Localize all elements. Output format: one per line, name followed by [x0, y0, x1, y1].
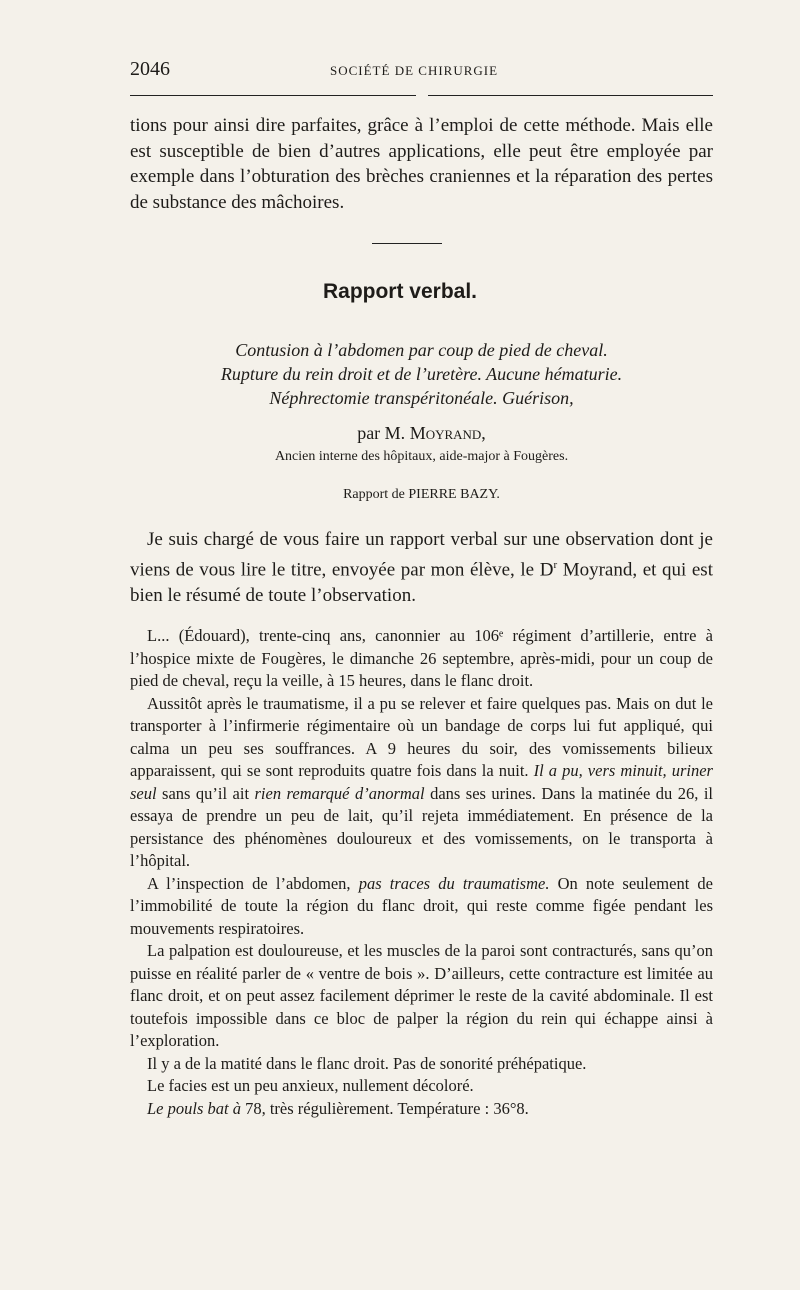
p2-text-a: Aussitôt après le traumatisme, il a pu se relever et faire quelques pas. Mais on dut le transporter à l’infirmerie régimentaire où un bandage de corps lui fut appliqué, qui calma un peu ses souffrances. A 9 heures du soir, des vomissements bilieux apparaissent, qui se sont reproduits quatre fois dans la nuit.	[130, 693, 713, 780]
p2-italic-2: rien remarqué d’anormal	[254, 783, 425, 803]
p7-text: 78, très régulièrement. Température : 36°8.	[240, 1098, 529, 1118]
header-rule-right	[428, 95, 713, 96]
intro-block	[130, 527, 713, 608]
intro-text-a: Je suis chargé de vous faire un rapport verbal sur une observation dont je viens de vous lire le titre, envoyée par mon élève, le D	[130, 529, 713, 581]
reporter-line: Rapport de PIERRE BAZY.	[343, 487, 500, 502]
section-title: Rapport verbal.	[322, 280, 478, 303]
subtitle-line-1: Contusion à l’abdomen par coup de pied de cheval.	[235, 340, 608, 360]
p3-italic: pas traces du traumatisme.	[358, 873, 550, 893]
section-divider	[372, 243, 442, 244]
observation-p2	[130, 693, 713, 873]
author-name: Moyrand,	[409, 423, 486, 443]
observation-p6: Le facies est un peu anxieux, nullement décoloré.	[147, 1076, 474, 1095]
subtitle-line-3: Néphrectomie transpéritonéale. Guérison,	[269, 388, 574, 408]
intro-text-b: Moyrand, et qui est bien le résumé de toute l’observation.	[130, 559, 713, 606]
observation-p4: La palpation est douloureuse, et les muscles de la paroi sont contracturés, sans qu’on puisse en réalité parler de « ventre de bois ». D’ailleurs, cette contracture est limitée au flanc droit, et on peut assez facilement déprimer le reste de la cavité abdominale. Il est toutefois impossible dans ce bloc de palper la région du rein qui échappe ainsi à l’exploration.	[130, 941, 713, 1050]
page-header	[130, 58, 713, 86]
p7-italic: Le pouls bat à	[147, 1098, 241, 1118]
observation-p7	[130, 1098, 713, 1121]
author-affiliation: Ancien interne des hôpitaux, aide-major à Fougères.	[274, 449, 569, 464]
p2-text-c: dans ses urines. Dans la matinée du 26, il essaya de prendre un peu de lait, qu’il rejeta immédiatement. En présence de la persistance des phénomènes douloureux et des vomissements, on le transporta à l’hôpital.	[130, 783, 713, 870]
observation-block	[130, 625, 713, 1120]
p3-text-a: A l’inspection de l’abdomen,	[147, 873, 359, 893]
p3-text-b: On note seulement de l’immobilité de toute la région du flanc droit, qui reste comme figée pendant les mouvements respiratoires.	[130, 873, 714, 938]
author-prefix: par M.	[357, 423, 406, 443]
continuation-paragraph: tions pour ainsi dire parfaites, grâce à l’emploi de cette méthode. Mais elle est susceptible de bien d’autres applications, elle peut être employée par exemple dans l’obturation des brèches craniennes et la réparation des pertes de substance des mâchoires.	[130, 115, 713, 214]
observation-p5: Il y a de la matité dans le flanc droit. Pas de sonorité préhépatique.	[147, 1053, 587, 1073]
author-line	[130, 423, 713, 444]
header-rule-left	[130, 95, 416, 96]
observation-p1: L... (Édouard), trente-cinq ans, canonnier au 106ᵉ régiment d’artillerie, entre à l’hospice mixte de Fougères, le dimanche 26 septembre, après-midi, pour un coup de pied de cheval, reçu la veille, à 15 heures, dans le flanc droit.	[130, 626, 713, 690]
subtitle-line-2: Rupture du rein droit et de l’uretère. Aucune hématurie.	[220, 364, 623, 384]
page-number: 2046	[130, 58, 170, 80]
running-head: SOCIÉTÉ DE CHIRURGIE	[330, 63, 499, 78]
p2-text-b: sans qu’il ait	[156, 783, 255, 803]
continuation-block	[130, 113, 713, 216]
observation-p3	[130, 873, 713, 941]
p2-italic-1: Il a pu, vers minuit, uriner seul	[130, 761, 713, 803]
intro-sup: r	[553, 558, 558, 571]
intro-paragraph	[130, 527, 713, 608]
